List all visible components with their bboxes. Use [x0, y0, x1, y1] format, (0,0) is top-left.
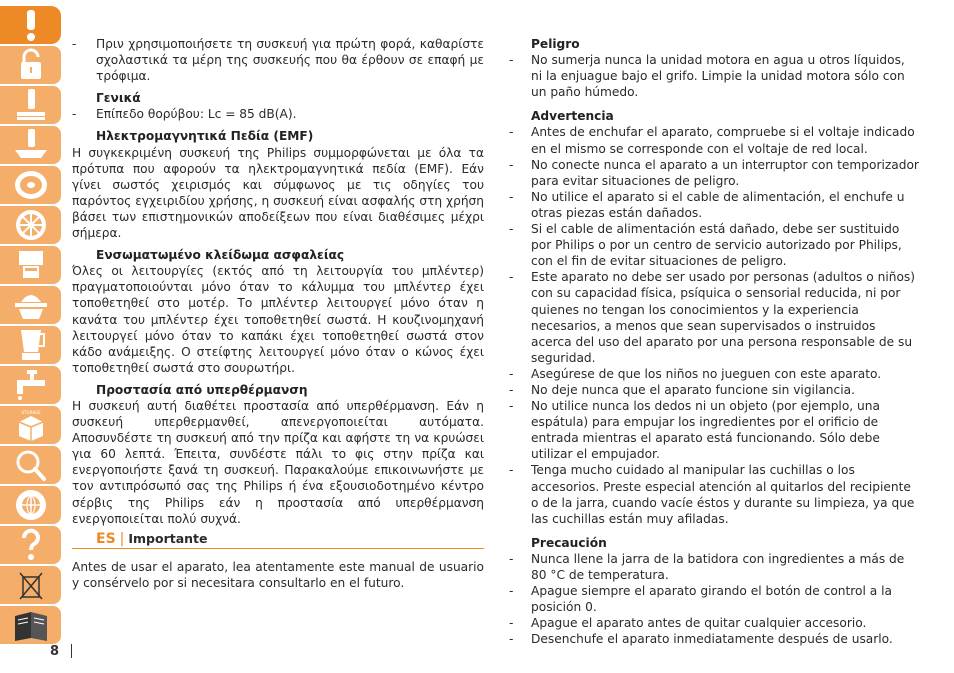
- exclamation-icon: [11, 8, 51, 42]
- section-heading-precaucion: Precaución: [531, 535, 607, 550]
- list-dash: -: [72, 107, 77, 122]
- list-item: [509, 583, 919, 615]
- blender-stick-icon: [11, 128, 51, 162]
- left-column: [72, 36, 484, 591]
- tab-orange[interactable]: [0, 206, 61, 244]
- list-item-text: No deje nunca que el aparato funcione sin vigilancia.: [531, 382, 855, 397]
- list-dash: -: [509, 399, 514, 414]
- globe-icon: [11, 488, 51, 522]
- list-dash: -: [509, 584, 514, 599]
- blender-jar-icon: [11, 328, 51, 362]
- storage-label: STORAGE: [20, 410, 41, 415]
- list-item: [509, 221, 919, 269]
- page-number: 8: [50, 644, 60, 659]
- section-heading-advertencia: Advertencia: [531, 109, 614, 124]
- list-item: [72, 106, 484, 122]
- list-item-text: Επίπεδο θορύβου: Lc = 85 dB(A).: [96, 107, 297, 122]
- orange-slice-icon: [11, 208, 51, 242]
- safety-lock-paragraph: Όλες οι λειτουργίες (εκτός από τη λειτουργία του μπλέντερ) πραγματοποιούνται μόνο όταν το κάλυμμα του μπλέντερ έχει τοποθετηθεί στο μοτέρ. Το μπλέντερ λειτουργεί μόνο όταν η κανάτα του μπλέντερ έχει τοποθετηθεί σωστά. Η κουζινομηχανή λειτουργεί μόνο όταν το καπάκι έχει τοποθετηθεί σωστά στον κάδο ανάμειξης. Ο στείφτης λειτουργεί μόνο όταν ο κώνος έχει τοποθετηθεί σωστά στο σουρωτήρι.: [72, 264, 484, 375]
- section-heading-overheat: Προστασία από υπερθέρμανση: [96, 382, 308, 397]
- list-item: [509, 551, 919, 583]
- list-item-text: Antes de enchufar el aparato, compruebe si el voltaje indicado en el mismo se corresponde con el voltaje de red local.: [531, 125, 915, 156]
- overheat-paragraph: Η συσκευή αυτή διαθέτει προστασία από υπερθέρμανση. Εάν η συσκευή υπερθερμανθεί, απενεργοποιείται αυτόματα. Αποσυνδέστε τη συσκευή από την πρίζα και αφήστε τη να κρυώσει για 60 λεπτά. Έπειτα, συνδέστε πάλι το φις στην πρίζα και ενεργοποιήστε ξανά τη συσκευή. Παρακαλούμε επικοινωνήστε με τον αντιπρόσωπό σας της Philips ή ένα εξουσιοδοτημένο κέντρο σέρβις της Philips εάν η προστασία από υπερθέρμανση ενεργοποιείται πολύ συχνά.: [72, 398, 484, 526]
- es-intro-paragraph: Antes de usar el aparato, lea atentamente este manual de usuario y consérvelo por si necesitara consultarlo en el futuro.: [72, 559, 484, 590]
- list-item: [509, 631, 919, 647]
- section-heading-general: Γενικά: [96, 91, 141, 106]
- tab-troubleshooting[interactable]: [0, 446, 61, 484]
- list-item-text: Este aparato no debe ser usado por personas (adultos o niños) con su capacidad física, psíquica o sensorial reducida, ni por quienes no tengan los conocimientos y la experiencia necesarios, a menos que sean supervisados o instruidos acerca del uso del aparato por una persona responsable de su seguridad.: [531, 270, 916, 365]
- list-item: [509, 366, 919, 382]
- list-dash: -: [509, 125, 514, 140]
- tab-citrus-press[interactable]: [0, 286, 61, 324]
- tab-environment[interactable]: [0, 566, 61, 604]
- emf-paragraph: Η συγκεκριμένη συσκευή της Philips συμμορφώνεται με όλα τα πρότυπα που αφορούν τα ηλεκτρομαγνητικά πεδία (EMF). Εάν γίνει σωστός χειρισμός και σύμφωνος με τις οδηγίες του παρόντος εγχειριδίου χρήσης, η συσκευή είναι ασφαλής στη χρήση βάσει των επιστημονικών αποδείξεων που είναι διαθέσιμες μέχρι σήμερα.: [72, 145, 484, 241]
- language-section-title: Importante: [128, 530, 208, 546]
- list-item-text: Asegúrese de que los niños no jueguen con este aparato.: [531, 366, 882, 381]
- list-item: [509, 615, 919, 631]
- list-item: [509, 269, 919, 366]
- list-dash: -: [509, 366, 514, 381]
- section-heading-safety-lock: Ενσωματωμένο κλείδωμα ασφαλείας: [96, 248, 345, 263]
- list-item-text: No sumerja nunca la unidad motora en agua u otros líquidos, ni la enjuague bajo el grifo. Limpie la unidad motora sólo con un paño húmedo.: [531, 53, 905, 100]
- list-item-text: No utilice el aparato si el cable de alimentación, el enchufe u otras piezas están dañados.: [531, 189, 905, 220]
- list-item: [509, 189, 919, 221]
- citrus-press-icon: [11, 288, 51, 322]
- list-dash: -: [509, 270, 514, 285]
- list-dash: -: [509, 551, 514, 566]
- list-item: [509, 52, 919, 100]
- list-item: [72, 36, 484, 84]
- list-item: [509, 382, 919, 398]
- tap-icon: [11, 368, 51, 402]
- list-dash: -: [509, 53, 514, 68]
- list-item-text: Nunca llene la jarra de la batidora con ingredientes a más de 80 °C de temperatura.: [531, 551, 905, 582]
- slicing-disc-icon: [11, 168, 51, 202]
- tab-blender-stick[interactable]: [0, 126, 61, 164]
- list-item-text: Πριν χρησιμοποιήσετε τη συσκευή για πρώτη φορά, καθαρίστε σχολαστικά τα μέρη της συσκευής που θα έρθουν σε επαφή με τρόφιμα.: [96, 37, 484, 84]
- tab-blender-jar[interactable]: [0, 326, 61, 364]
- section-heading-emf: Ηλεκτρομαγνητικά Πεδία (EMF): [96, 129, 314, 144]
- question-icon: [11, 528, 51, 562]
- tab-slicing-disc[interactable]: [0, 166, 61, 204]
- language-separator: |: [119, 530, 125, 547]
- list-item-text: No conecte nunca el aparato a un interruptor con temporizador para evitar situaciones de peligro.: [531, 157, 919, 188]
- list-dash: -: [509, 632, 514, 647]
- right-column: [509, 36, 919, 647]
- list-item: [509, 462, 919, 526]
- book-icon: [11, 608, 51, 642]
- tab-faq[interactable]: [0, 526, 61, 564]
- language-section-heading: [72, 531, 484, 549]
- list-item: [509, 124, 919, 156]
- list-dash: -: [72, 37, 77, 51]
- list-item-text: Apague siempre el aparato girando el botón de control a la posición 0.: [531, 584, 892, 615]
- juicer-cup-icon: [11, 248, 51, 282]
- tab-manual[interactable]: [0, 606, 61, 644]
- peligro-list: [509, 52, 919, 100]
- list-dash: -: [509, 189, 514, 204]
- magnifier-icon: [11, 448, 51, 482]
- storage-box-icon: [11, 408, 51, 442]
- list-dash: -: [509, 463, 514, 478]
- tab-safety[interactable]: [0, 6, 61, 44]
- list-item-text: Si el cable de alimentación está dañado, debe ser sustituido por Philips o por un centro de servicio autorizado por Philips, con el fin de evitar situaciones de peligro.: [531, 222, 902, 269]
- tab-guarantee[interactable]: [0, 486, 61, 524]
- language-code: ES: [96, 530, 116, 547]
- list-item-text: Apague el aparato antes de quitar cualquier accesorio.: [531, 616, 867, 631]
- list-dash: -: [509, 157, 514, 172]
- list-dash: -: [509, 382, 514, 397]
- hand-blender-icon: [11, 88, 51, 122]
- list-item: [509, 157, 919, 189]
- section-heading-peligro: Peligro: [531, 37, 580, 51]
- tab-cleaning[interactable]: [0, 366, 61, 404]
- tab-juicer[interactable]: [0, 246, 61, 284]
- advertencia-list: [509, 124, 919, 526]
- list-dash: -: [509, 616, 514, 631]
- tab-unlock[interactable]: [0, 46, 61, 84]
- tab-hand-blender[interactable]: [0, 86, 61, 124]
- list-item-text: Desenchufe el aparato inmediatamente después de usarlo.: [531, 632, 893, 647]
- unlock-icon: [11, 48, 51, 82]
- precaucion-list: [509, 551, 919, 648]
- page-number-divider: [71, 644, 72, 658]
- tab-storage[interactable]: [0, 406, 61, 444]
- list-dash: -: [509, 222, 514, 237]
- chapter-tab-sidebar: [0, 0, 62, 640]
- list-item: [509, 398, 919, 462]
- list-item-text: No utilice nunca los dedos ni un objeto (por ejemplo, una espátula) para empujar los ingredientes por el orificio de entrada mientras el aparato está funcionando. Sólo debe utilizar el empujador.: [531, 399, 880, 462]
- recycle-bin-icon: [11, 568, 51, 602]
- list-item-text: Tenga mucho cuidado al manipular las cuchillas o los accesorios. Preste especial atención al quitarlos del recipiente o de la jarra, cuando vacíe éstos y durante su limpieza, ya que las cuchillas están muy afiladas.: [531, 463, 915, 526]
